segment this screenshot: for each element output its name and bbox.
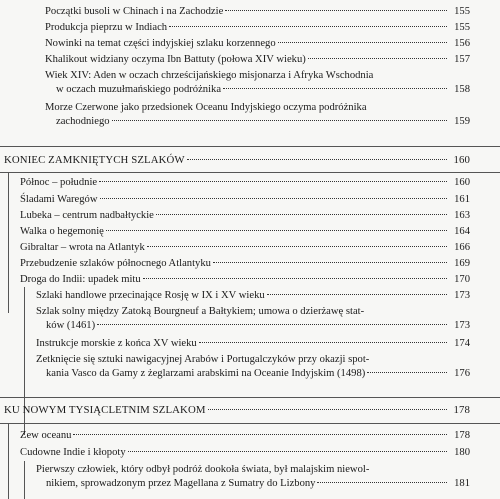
toc-entry-page: 169 — [454, 258, 470, 269]
leader-dots — [106, 230, 447, 231]
leader-dots — [73, 434, 447, 435]
toc-entry — [20, 446, 470, 460]
toc-entry-title: Północ – południe — [20, 177, 98, 188]
toc-entry-page: 159 — [454, 115, 470, 127]
toc-entry-page: 157 — [454, 54, 470, 65]
toc-entry-title: Droga do Indii: upadek mitu — [20, 274, 141, 285]
toc-entry — [20, 209, 470, 223]
toc-entry-title: Walka o hegemonię — [20, 226, 104, 237]
leader-dots — [143, 278, 447, 279]
leader-dots — [100, 198, 447, 199]
toc-entry-page: 181 — [454, 477, 470, 489]
toc-entry-title: Khalikout widziany oczyma Ibn Battuty (połowa XIV wieku) — [45, 54, 306, 65]
toc-entry — [20, 273, 470, 287]
leader-dots — [267, 294, 447, 295]
toc-entry — [36, 463, 470, 490]
leader-dots — [187, 159, 447, 160]
toc-entry-page: 156 — [454, 38, 470, 49]
toc-entry-page: 180 — [454, 447, 470, 458]
leader-dots — [199, 342, 447, 343]
section-bracket — [8, 424, 9, 499]
toc-entry-title: Cudowne Indie i kłopoty — [20, 447, 126, 458]
chapter-heading — [4, 404, 470, 418]
leader-dots — [367, 372, 447, 373]
section-rule — [0, 172, 500, 173]
toc-entry-page: 170 — [454, 274, 470, 285]
chapter-title: KONIEC ZAMKNIĘTYCH SZLAKÓW — [4, 154, 185, 166]
toc-entry-page: 161 — [454, 194, 470, 205]
toc-entry — [20, 225, 470, 239]
toc-entry-page: 155 — [454, 22, 470, 33]
leader-dots — [213, 262, 447, 263]
toc-entry-title: Zetknięcie się sztuki nawigacyjnej Arabów i Portugalczyków przy okazji spot- — [36, 354, 370, 365]
toc-entry-title-cont: ków (1461) — [46, 319, 96, 331]
leader-dots — [308, 58, 447, 59]
toc-entry-title: Śladami Waregów — [20, 194, 98, 205]
toc-entry — [45, 53, 470, 67]
toc-entry — [36, 337, 470, 351]
chapter-page: 160 — [453, 154, 470, 166]
section-rule — [0, 423, 500, 424]
toc-entry-title-cont: kania Vasco da Gamy z żeglarzami arabskimi na Oceanie Indyjskim (1498) — [46, 367, 366, 379]
toc-entry-title: Pierwszy człowiek, który odbył podróż dookoła świata, był malajskim niewol- — [36, 464, 370, 475]
leader-dots — [112, 120, 447, 121]
toc-entry — [45, 21, 470, 35]
toc-entry — [20, 257, 470, 271]
toc-entry-title: Szlaki handlowe przecinające Rosję w IX i XV wieku — [36, 290, 265, 301]
toc-entry — [45, 101, 470, 128]
leader-dots — [97, 324, 447, 325]
leader-dots — [208, 409, 447, 410]
toc-entry-title: Zew oceanu — [20, 430, 72, 441]
toc-entry — [36, 353, 470, 380]
section-bracket — [8, 173, 9, 313]
leader-dots — [223, 88, 447, 89]
toc-entry-title: Lubeka – centrum nadbałtyckie — [20, 210, 154, 221]
toc-entry-page: 166 — [454, 242, 470, 253]
toc-entry — [20, 193, 470, 207]
toc-entry-page: 163 — [454, 210, 470, 221]
toc-entry-page: 174 — [454, 338, 470, 349]
leader-dots — [128, 451, 447, 452]
toc-entry-title-cont: w oczach muzułmańskiego podróżnika — [56, 83, 222, 95]
chapter-heading — [4, 154, 470, 168]
section-rule — [0, 397, 500, 398]
toc-entry-page: 155 — [454, 6, 470, 17]
toc-entry — [20, 241, 470, 255]
toc-entry-title: Produkcja pieprzu w Indiach — [45, 22, 168, 33]
toc-entry — [20, 429, 470, 443]
toc-entry — [45, 37, 470, 51]
chapter-page: 178 — [453, 404, 470, 416]
toc-entry-title: Początki busoli w Chinach i na Zachodzie — [45, 6, 224, 17]
toc-entry-title: Morze Czerwone jako przedsionek Oceanu Indyjskiego oczyma podróżnika — [45, 102, 367, 113]
toc-entry-page: 176 — [454, 367, 470, 379]
toc-entry-page: 173 — [454, 319, 470, 331]
toc-entry-title: Przebudzenie szlaków północnego Atlantyku — [20, 258, 211, 269]
toc-entry-page: 158 — [454, 83, 470, 95]
toc-entry — [20, 176, 470, 190]
leader-dots — [169, 26, 447, 27]
toc-entry — [45, 69, 470, 96]
leader-dots — [278, 42, 447, 43]
toc-entry-title: Instrukcje morskie z końca XV wieku — [36, 338, 197, 349]
toc-entry-page: 178 — [454, 430, 470, 441]
leader-dots — [99, 181, 447, 182]
leader-dots — [147, 246, 447, 247]
toc-entry-title-cont: zachodniego — [56, 115, 110, 127]
leader-dots — [225, 10, 447, 11]
section-rule — [0, 146, 500, 147]
leader-dots — [156, 214, 447, 215]
toc-entry-title-cont: nikiem, sprowadzonym przez Magellana z Sumatry do Lizbony — [46, 477, 316, 489]
leader-dots — [317, 482, 447, 483]
toc-entry-title: Szlak solny między Zatoką Bourgneuf a Bałtykiem; umowa o dzierżawę stat- — [36, 306, 365, 317]
toc-entry — [36, 305, 470, 332]
toc-entry-title: Gibraltar – wrota na Atlantyk — [20, 242, 145, 253]
toc-entry — [36, 289, 470, 303]
chapter-title: KU NOWYM TYSIĄCLETNIM SZLAKOM — [4, 404, 206, 416]
toc-entry-page: 160 — [454, 177, 470, 188]
toc-entry — [45, 5, 470, 19]
toc-entry-title: Nowinki na temat części indyjskiej szlaku korzennego — [45, 38, 276, 49]
toc-entry-title: Wiek XIV: Aden w oczach chrześcijańskiego misjonarza i Afryka Wschodnia — [45, 70, 374, 81]
toc-entry-page: 173 — [454, 290, 470, 301]
subsection-bracket — [24, 461, 25, 499]
toc-entry-page: 164 — [454, 226, 470, 237]
